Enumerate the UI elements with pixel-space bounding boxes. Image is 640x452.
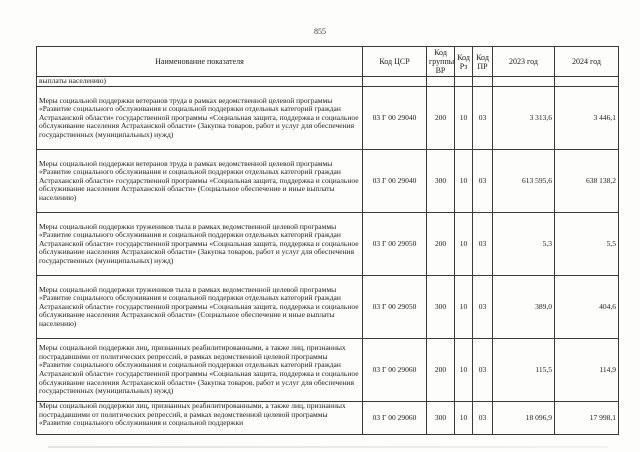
table-row [37,150,619,213]
row-2023: 115,5 [493,339,555,402]
header-rz: Код Рз [455,47,473,77]
row-vr: 300 [427,402,455,435]
row-name: Меры социальной поддержки ветеранов труда в рамках ведомственной целевой программы «Развитие социального обслуживания и социальной поддержки отдельных категорий граждан Астраханской области» государственной программы «Социальная защита, поддержка и социальное обслуживание населения Астраханской области» (Закупка товаров, работ и услуг для обеспечения государственных (муниципальных) нужд) [37,87,363,150]
row-2023: 389,0 [493,276,555,339]
row-2024: 114,9 [555,339,619,402]
continuation-empty [363,77,427,87]
row-name: Меры социальной поддержки ветеранов труда в рамках ведомственной целевой программы «Развитие социального обслуживания и социальной поддержки отдельных категорий граждан Астраханской области» государственной программы «Социальная защита, поддержка и социальное обслуживание населения Астраханской области» (Социальное обеспечение и иные выплаты населению) [37,150,363,213]
row-2023: 18 096,9 [493,402,555,435]
table-row [37,339,619,402]
row-pr: 03 [473,213,493,276]
continuation-text: выплаты населению) [37,77,363,87]
row-2023: 613 595,6 [493,150,555,213]
row-rz: 10 [455,276,473,339]
page-number: 855 [314,27,326,36]
table-row [37,276,619,339]
row-vr: 300 [427,150,455,213]
row-pr: 03 [473,150,493,213]
row-name: Меры социальной поддержки лиц, признанных реабилитированными, а также лиц, признанных пострадавшими от политических репрессий, в рамках ведомственной целевой программы «Развитие социального обслуживания и социальной поддержки [37,402,363,435]
row-csr: 03 Г 00 29060 [363,402,427,435]
continuation-empty [455,77,473,87]
table-row [37,402,619,435]
row-rz: 10 [455,339,473,402]
row-pr: 03 [473,276,493,339]
header-2023: 2023 год [493,47,555,77]
continuation-empty [555,77,619,87]
row-csr: 03 Г 00 29040 [363,150,427,213]
table-header-row [37,47,619,77]
row-2024: 17 998,1 [555,402,619,435]
row-rz: 10 [455,402,473,435]
row-csr: 03 Г 00 29060 [363,339,427,402]
row-csr: 03 Г 00 29050 [363,213,427,276]
header-csr: Код ЦСР [363,47,427,77]
row-rz: 10 [455,213,473,276]
header-vr: Код группы ВР [427,47,455,77]
row-vr: 200 [427,213,455,276]
row-2023: 3 313,6 [493,87,555,150]
table-row [37,213,619,276]
row-2024: 3 446,1 [555,87,619,150]
row-vr: 200 [427,339,455,402]
row-csr: 03 Г 00 29040 [363,87,427,150]
continuation-empty [427,77,455,87]
continuation-empty [493,77,555,87]
header-2024: 2024 год [555,47,619,77]
row-pr: 03 [473,339,493,402]
row-name: Меры социальной поддержки лиц, признанных реабилитированными, а также лиц, признанных пострадавшими от политических репрессий, в рамках ведомственной целевой программы «Развитие социального обслуживания и социальной поддержки отдельных категорий граждан Астраханской области» государственной программы «Социальная защита, поддержка и социальное обслуживание населения Астраханской области» (Закупка товаров, работ и услуг для обеспечения государственных (муниципальных) нужд) [37,339,363,402]
scan-edge-mark [48,446,608,448]
row-csr: 03 Г 00 29050 [363,276,427,339]
row-pr: 03 [473,402,493,435]
row-2024: 5,5 [555,213,619,276]
row-2023: 5,3 [493,213,555,276]
row-rz: 10 [455,150,473,213]
row-pr: 03 [473,87,493,150]
row-2024: 404,6 [555,276,619,339]
row-name: Меры социальной поддержки тружеников тыла в рамках ведомственной целевой программы «Развитие социального обслуживания и социальной поддержки отдельных категорий граждан Астраханской области» государственной программы «Социальная защита, поддержка и социальное обслуживание населения Астраханской области» (Закупка товаров, работ и услуг для обеспечения государственных (муниципальных) нужд) [37,213,363,276]
row-rz: 10 [455,87,473,150]
header-pr: Код ПР [473,47,493,77]
table-row [37,87,619,150]
continuation-empty [473,77,493,87]
row-2024: 638 138,2 [555,150,619,213]
row-vr: 300 [427,276,455,339]
budget-table [36,46,619,435]
header-name: Наименование показателя [37,47,363,77]
table-row-continuation [37,77,619,87]
row-name: Меры социальной поддержки тружеников тыла в рамках ведомственной целевой программы «Развитие социального обслуживания и социальной поддержки отдельных категорий граждан Астраханской области» государственной программы «Социальная защита, поддержка и социальное обслуживание населения Астраханской области» (Социальное обеспечение и иные выплаты населению) [37,276,363,339]
row-vr: 200 [427,87,455,150]
